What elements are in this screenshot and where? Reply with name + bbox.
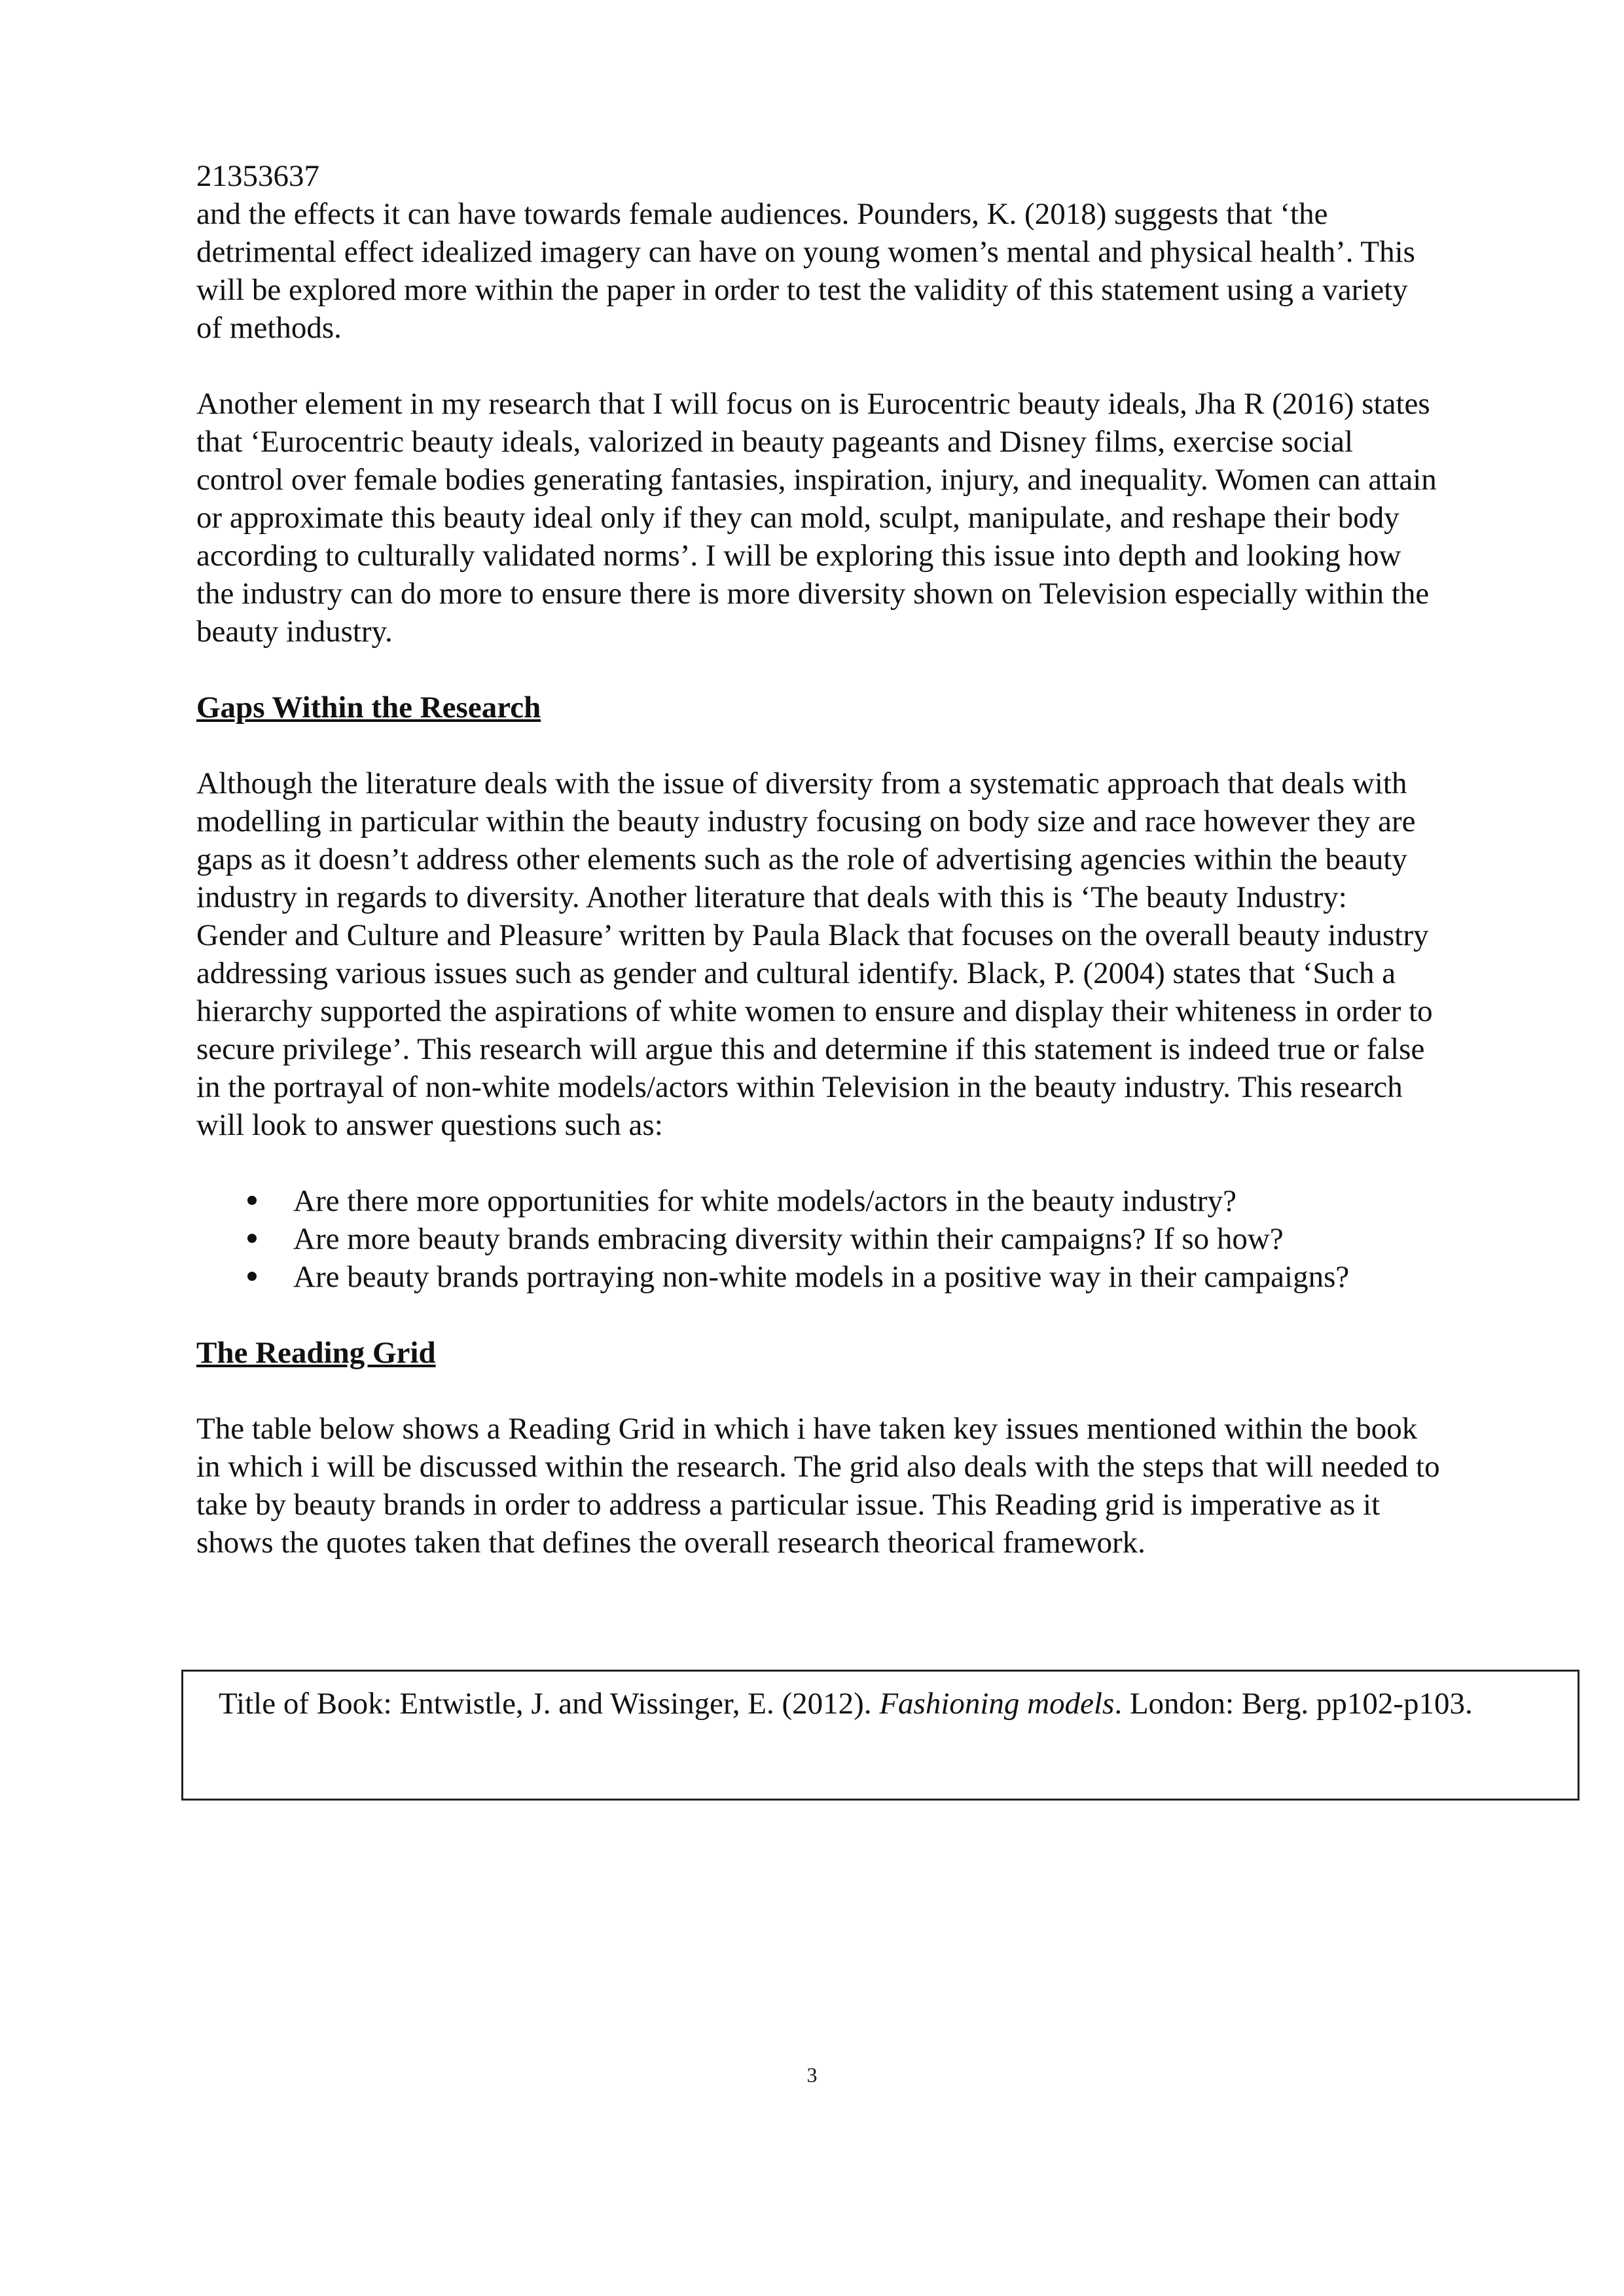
book-title: Fashioning models xyxy=(879,1687,1115,1721)
question-list xyxy=(196,1182,1440,1296)
page-content xyxy=(196,157,1440,1562)
body-paragraph: Although the literature deals with the issue of diversity from a systematic approach that deals with modelling in particular within the beauty industry focusing on body size and race however they are gaps as it doesn’t address other elements such as the role of advertising agencies within the beauty industry in regards to diversity. Another literature that deals with this is ‘The beauty Industry: Gender and Culture and Pleasure’ written by Paula Black that focuses on the overall beauty industry addressing various issues such as gender and cultural identify. Black, P. (2004) states that ‘Such a hierarchy supported the aspirations of white women to ensure and display their whiteness in order to secure privilege’. This research will argue this and determine if this statement is indeed true or false in the portrayal of non-white models/actors within Television in the beauty industry. This research will look to answer questions such as: xyxy=(196,766,1433,1142)
book-citation-suffix: . London: Berg. pp102-p103. xyxy=(1114,1687,1473,1721)
question-list-item xyxy=(196,1258,1440,1296)
bullet-icon xyxy=(247,1196,257,1205)
question-list-item xyxy=(196,1182,1440,1220)
question-text: Are there more opportunities for white models/actors in the beauty industry? xyxy=(293,1184,1236,1218)
page-number: 3 xyxy=(806,2063,818,2087)
reading-grid-table xyxy=(181,1670,1579,1801)
body-paragraph: The table below shows a Reading Grid in which i have taken key issues mentioned within the book in which i will be discussed within the research. The grid also deals with the steps that will needed to take by beauty brands in order to address a particular issue. This Reading grid is imperative as it shows the quotes taken that defines the overall research theorical framework. xyxy=(196,1412,1440,1560)
section-heading-reading-grid: The Reading Grid xyxy=(196,1336,436,1370)
book-citation-prefix: Title of Book: Entwistle, J. and Wissinger, E. (2012). xyxy=(219,1687,880,1721)
body-paragraph: and the effects it can have towards female audiences. Pounders, K. (2018) suggests that ‘the detrimental effect idealized imagery can have on young women’s mental and physical health’. This will be explored more within the paper in order to test the validity of this statement using a variety of methods. xyxy=(196,197,1415,345)
question-text: Are more beauty brands embracing diversity within their campaigns? If so how? xyxy=(293,1222,1284,1256)
question-text: Are beauty brands portraying non-white models in a positive way in their campaigns? xyxy=(293,1260,1350,1294)
question-list-item xyxy=(196,1220,1440,1258)
body-paragraph: Another element in my research that I will focus on is Eurocentric beauty ideals, Jha R (2016) states that ‘Eurocentric beauty ideals, valorized in beauty pageants and Disney films, exercise social control over female bodies generating fantasies, inspiration, injury, and inequality. Women can attain or approximate this beauty ideal only if they can mold, sculpt, manipulate, and reshape their body according to culturally validated norms’. I will be exploring this issue into depth and looking how the industry can do more to ensure there is more diversity shown on Television especially within the beauty industry. xyxy=(196,387,1437,649)
bullet-icon xyxy=(247,1272,257,1281)
section-heading-gaps: Gaps Within the Research xyxy=(196,691,541,725)
bullet-icon xyxy=(247,1234,257,1243)
student-id: 21353637 xyxy=(196,159,319,193)
reading-grid-title xyxy=(219,1685,1473,1723)
